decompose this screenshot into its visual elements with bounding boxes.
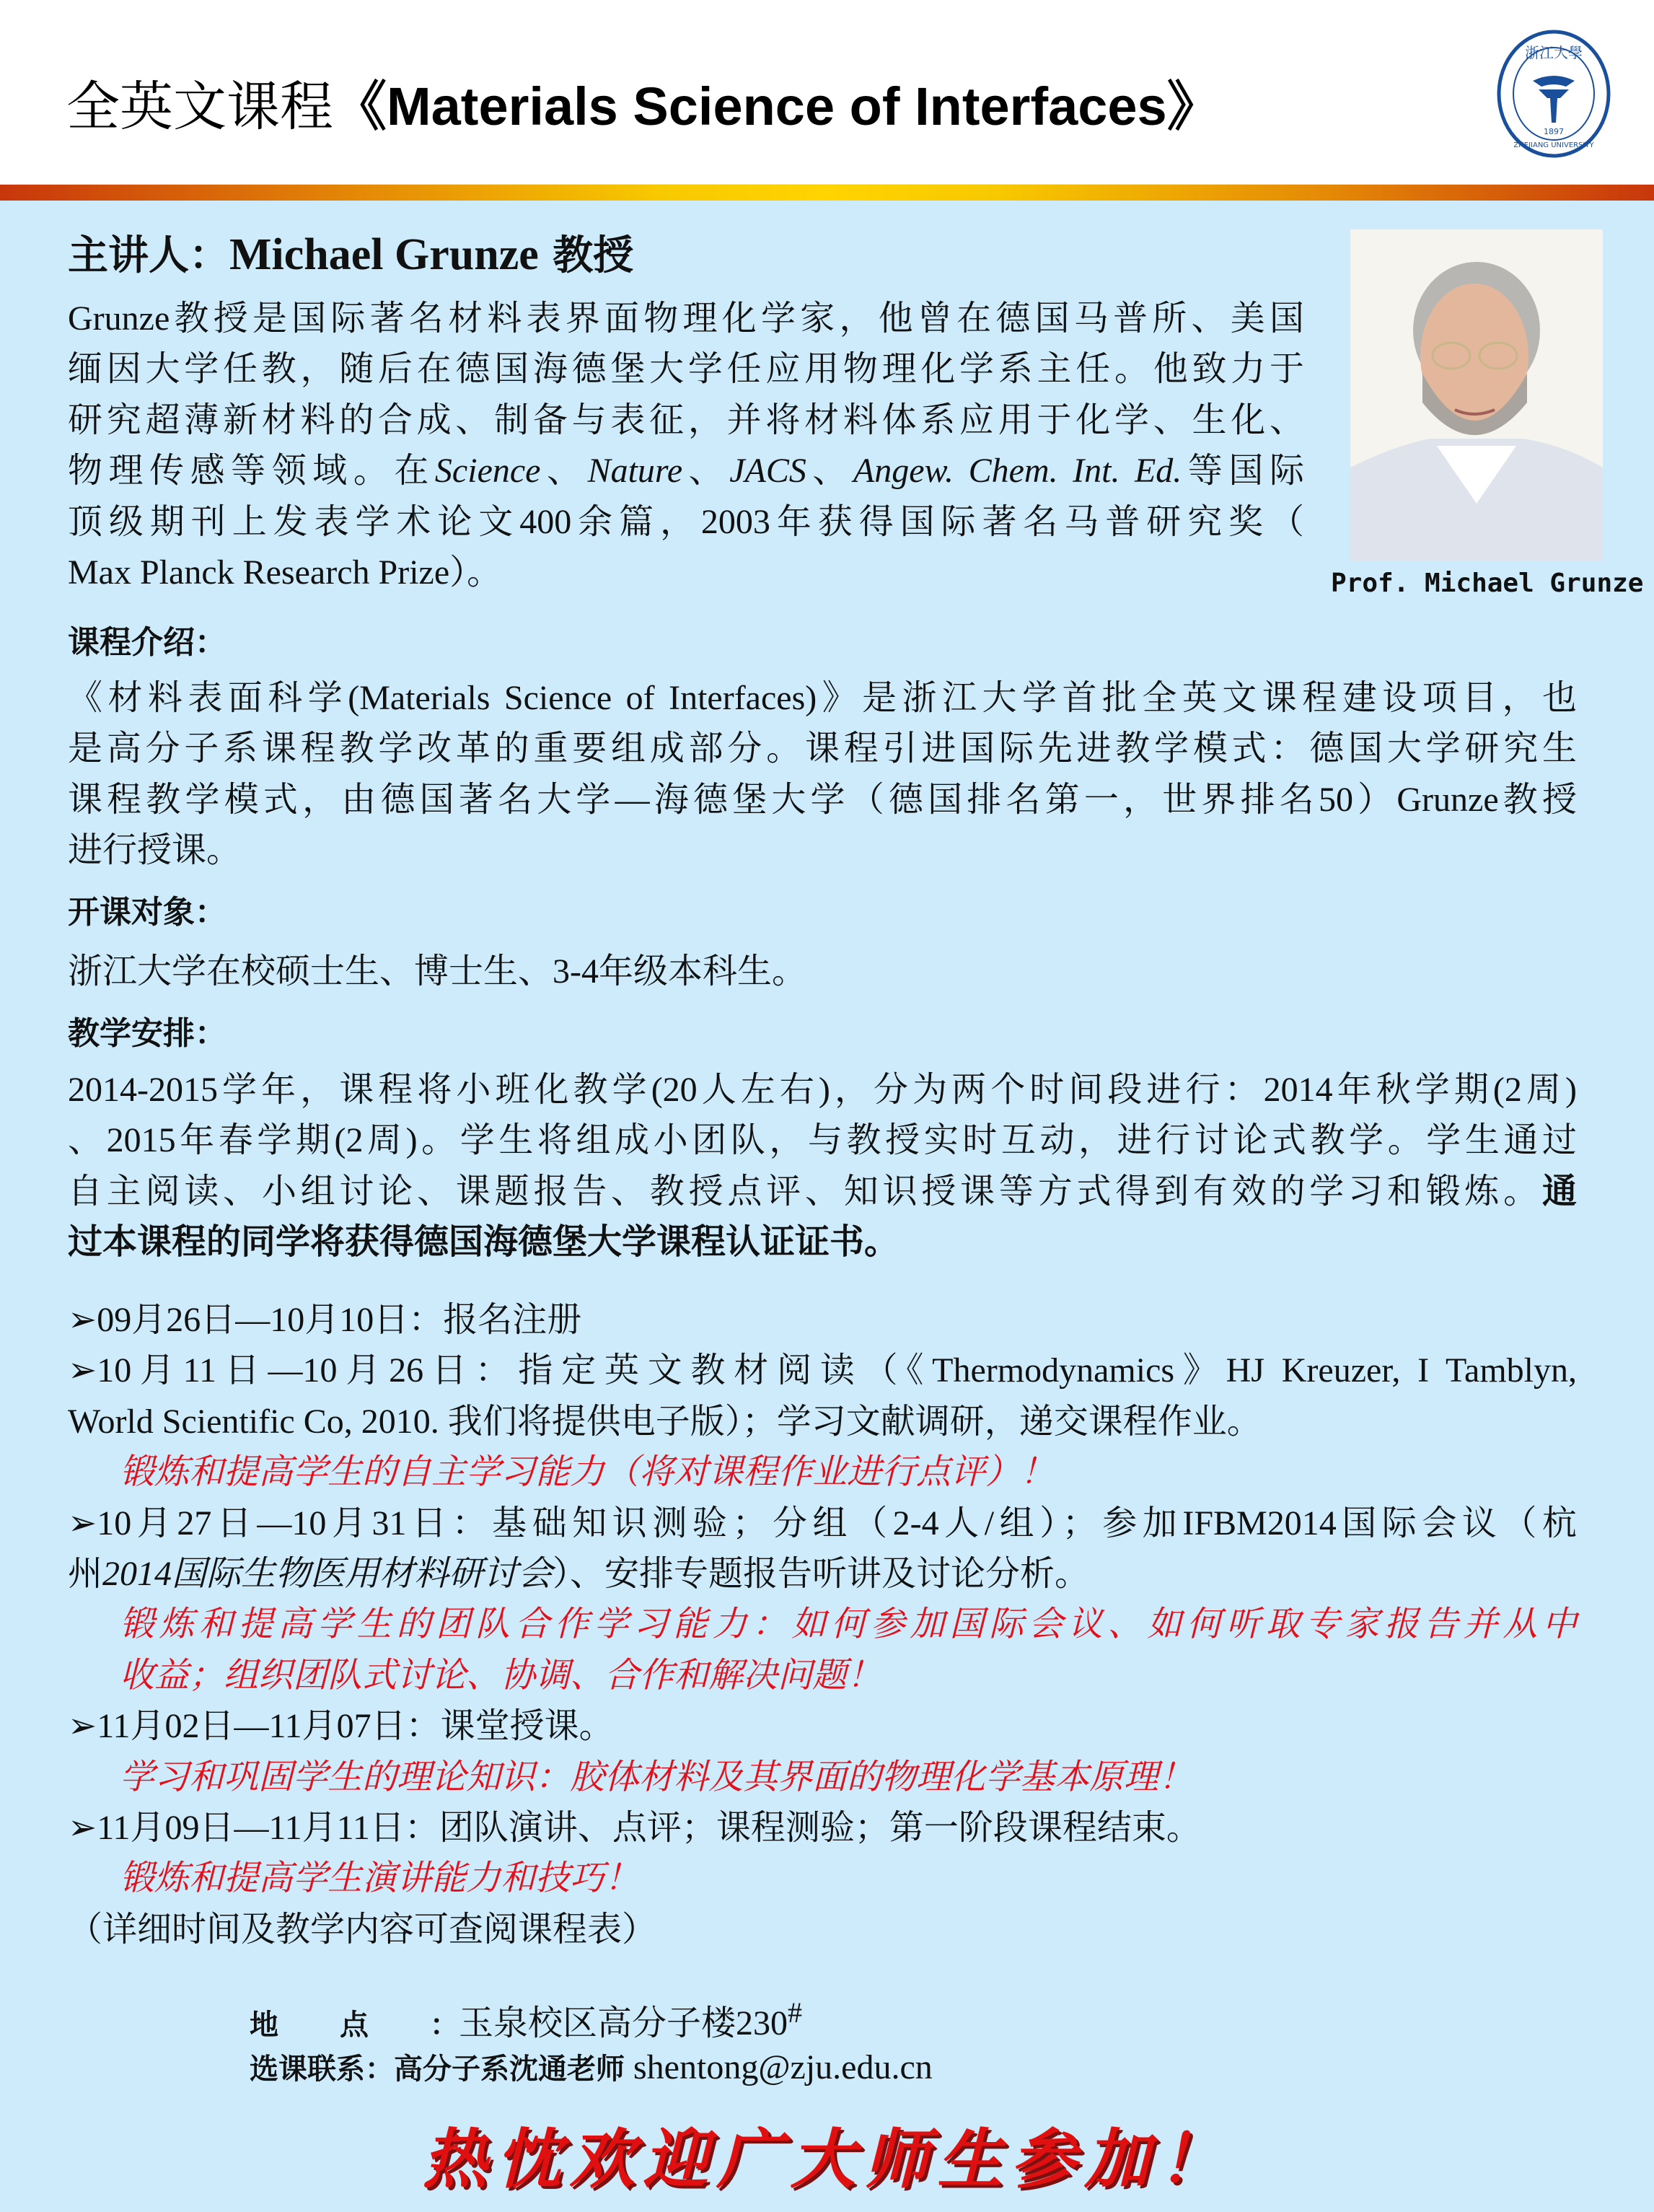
emphasis-line (68, 1853, 1577, 1904)
text-segment: ➢11月09日—11月11日：团队演讲、点评；课程测验；第一阶段课程结束。 (68, 1808, 1201, 1847)
text-segment: Nature (587, 452, 683, 491)
professor-photo (1350, 229, 1603, 561)
photo-caption: Prof. Michael Grunze (1331, 569, 1644, 598)
text-segment: Science (434, 452, 541, 491)
text-segment: 等国际 (1182, 452, 1304, 491)
text-segment: JACS (729, 452, 806, 491)
text-line (68, 825, 1577, 876)
text-line (68, 1397, 1577, 1447)
arrangement-text (68, 1065, 1577, 1268)
speaker-heading (68, 229, 633, 281)
text-segment: 锻炼和提高学生演讲能力和技巧！ (120, 1859, 640, 1898)
title-chinese: 全英文课程 (66, 76, 333, 138)
text-segment: 锻炼和提高学生的团队合作学习能力：如何参加国际会议、如何听取专家报告并从中 (120, 1605, 1577, 1644)
contact (250, 2042, 933, 2094)
svg-text:1897: 1897 (1544, 127, 1564, 136)
emphasis-line (68, 1599, 1577, 1650)
text-segment: （详细时间及教学内容可查阅课程表） (68, 1910, 657, 1949)
text-segment: 收益；组织团队式讨论、协调、合作和解决问题！ (120, 1656, 882, 1695)
location-value: 玉泉校区高分子楼230 (459, 2004, 788, 2042)
text-segment: 锻炼和提高学生的自主学习能力（将对课程作业进行点评）！ (120, 1453, 1055, 1492)
text-line (68, 775, 1577, 825)
text-segment: 课程教学模式，由德国著名大学—海德堡大学（德国排名第一，世界排名50）Grunze教授 (68, 780, 1577, 819)
text-segment: World Scientific Co, 2010. 我们将提供电子版）；学习文献调研，递交课程作业。 (68, 1402, 1262, 1441)
text-line (68, 1065, 1577, 1115)
text-segment: ➢11月02日—11月07日：课堂授课。 (68, 1707, 614, 1746)
emphasis-line (68, 1651, 1577, 1701)
welcome-banner: 热忱欢迎广大师生参加！ (422, 2121, 1232, 2198)
text-segment: 2014国际生物医用材料研讨会 (102, 1554, 553, 1593)
text-segment: 通 (1541, 1172, 1577, 1211)
text-line (68, 1701, 1577, 1752)
page-title (66, 71, 1220, 144)
location-label: 地点： (250, 2009, 459, 2042)
text-segment: ➢09月26日—10月10日：报名注册 (68, 1301, 582, 1339)
text-segment: 缅因大学任教，随后在德国海德堡大学任应用物理化学系主任。他致力于 (68, 350, 1304, 389)
text-segment: 、 (682, 452, 730, 491)
audience-heading: 开课对象： (68, 894, 226, 931)
text-segment: 学习和巩固学生的理论知识：胶体材料及其界面的物理化学基本原理！ (120, 1757, 1194, 1796)
title-english: 《Materials Science of Interfaces》 (333, 76, 1220, 136)
location (250, 1988, 802, 2050)
contact-person: 高分子系沈通老师 (394, 2053, 625, 2086)
text-segment: 物理传感等领域。在 (68, 452, 435, 491)
course-intro (68, 673, 1577, 877)
text-line (68, 724, 1577, 774)
text-line (68, 294, 1304, 344)
emphasis-line (68, 1447, 1577, 1498)
speaker-bio (68, 294, 1304, 598)
zhejiang-university-logo (1495, 29, 1612, 159)
text-line (68, 497, 1304, 548)
text-segment: 顶级期刊上发表学术论文400余篇，2003年获得国际著名马普研究奖（ (68, 502, 1304, 541)
text-line (68, 1346, 1577, 1396)
location-sup: # (788, 1996, 803, 2029)
schedule-list (68, 1295, 1577, 1955)
speaker-label: 主讲人： (68, 232, 229, 279)
text-segment: 、 (540, 452, 588, 491)
text-line (68, 947, 1577, 997)
text-line (68, 344, 1304, 395)
text-line (68, 1217, 1577, 1268)
text-segment: 州 (68, 1554, 103, 1593)
audience-text (68, 947, 1577, 997)
text-line (68, 1167, 1577, 1217)
speaker-name: Michael Grunze (229, 230, 539, 279)
gradient-divider (0, 185, 1654, 201)
text-line (68, 548, 1304, 598)
text-line (68, 1498, 1577, 1549)
intro-heading: 课程介绍： (68, 624, 226, 661)
text-segment: 研究超薄新材料的合成、制备与表征，并将材料体系应用于化学、生化、 (68, 400, 1304, 439)
header (0, 0, 1654, 184)
text-line (68, 1295, 1577, 1346)
text-segment: ➢10月27日—10月31日：基础知识测验；分组（2-4人/组）；参加IFBM2014国际会议（杭 (68, 1504, 1577, 1542)
speaker-title: 教授 (553, 232, 634, 279)
text-segment: ）、安排专题报告听讲及讨论分析。 (553, 1554, 1090, 1593)
contact-email[interactable]: shentong@zju.edu.cn (633, 2048, 933, 2086)
text-segment: 《材料表面科学(Materials Science of Interfaces)》是浙江大学首批全英文课程建设项目，也 (68, 679, 1577, 717)
text-segment: 、 (806, 452, 853, 491)
emphasis-line (68, 1752, 1577, 1803)
text-line (68, 446, 1304, 496)
contact-label: 选课联系： (250, 2053, 394, 2086)
text-line (68, 673, 1577, 724)
text-line (68, 395, 1304, 446)
text-segment: Angew. Chem. Int. Ed. (853, 452, 1182, 491)
text-segment: Grunze教授是国际著名材料表界面物理化学家，他曾在德国马普所、美国 (68, 299, 1304, 338)
text-segment: 自主阅读、小组讨论、课题报告、教授点评、知识授课等方式得到有效的学习和锻炼。 (68, 1172, 1542, 1211)
text-segment: Max Planck Research Prize）。 (68, 553, 502, 592)
text-segment: 进行授课。 (68, 831, 242, 870)
text-line (68, 1803, 1577, 1853)
svg-text:浙江大學: 浙江大學 (1525, 44, 1583, 61)
text-segment: 过本课程的同学将获得德国海德堡大学课程认证证书。 (68, 1223, 899, 1262)
text-line (68, 1549, 1577, 1599)
text-segment: ➢10月11日—10月26日：指定英文教材阅读（《Thermodynamics》HJ Kreuzer, I Tamblyn, (68, 1351, 1577, 1390)
svg-text:ZHEJIANG UNIVERSITY: ZHEJIANG UNIVERSITY (1513, 141, 1594, 149)
text-line (68, 1905, 1577, 1955)
text-segment: 是高分子系课程教学改革的重要组成部分。课程引进国际先进教学模式：德国大学研究生 (68, 729, 1577, 768)
text-segment: 2014-2015学年，课程将小班化教学(20人左右)，分为两个时间段进行：2014年秋学期(2周) (68, 1071, 1577, 1109)
arrangement-heading: 教学安排： (68, 1015, 226, 1052)
text-segment: 浙江大学在校硕士生、博士生、3-4年级本科生。 (68, 952, 806, 991)
text-segment: 、2015年春学期(2周)。学生将组成小团队，与教授实时互动，进行讨论式教学。学生通过 (68, 1121, 1577, 1160)
text-line (68, 1115, 1577, 1166)
